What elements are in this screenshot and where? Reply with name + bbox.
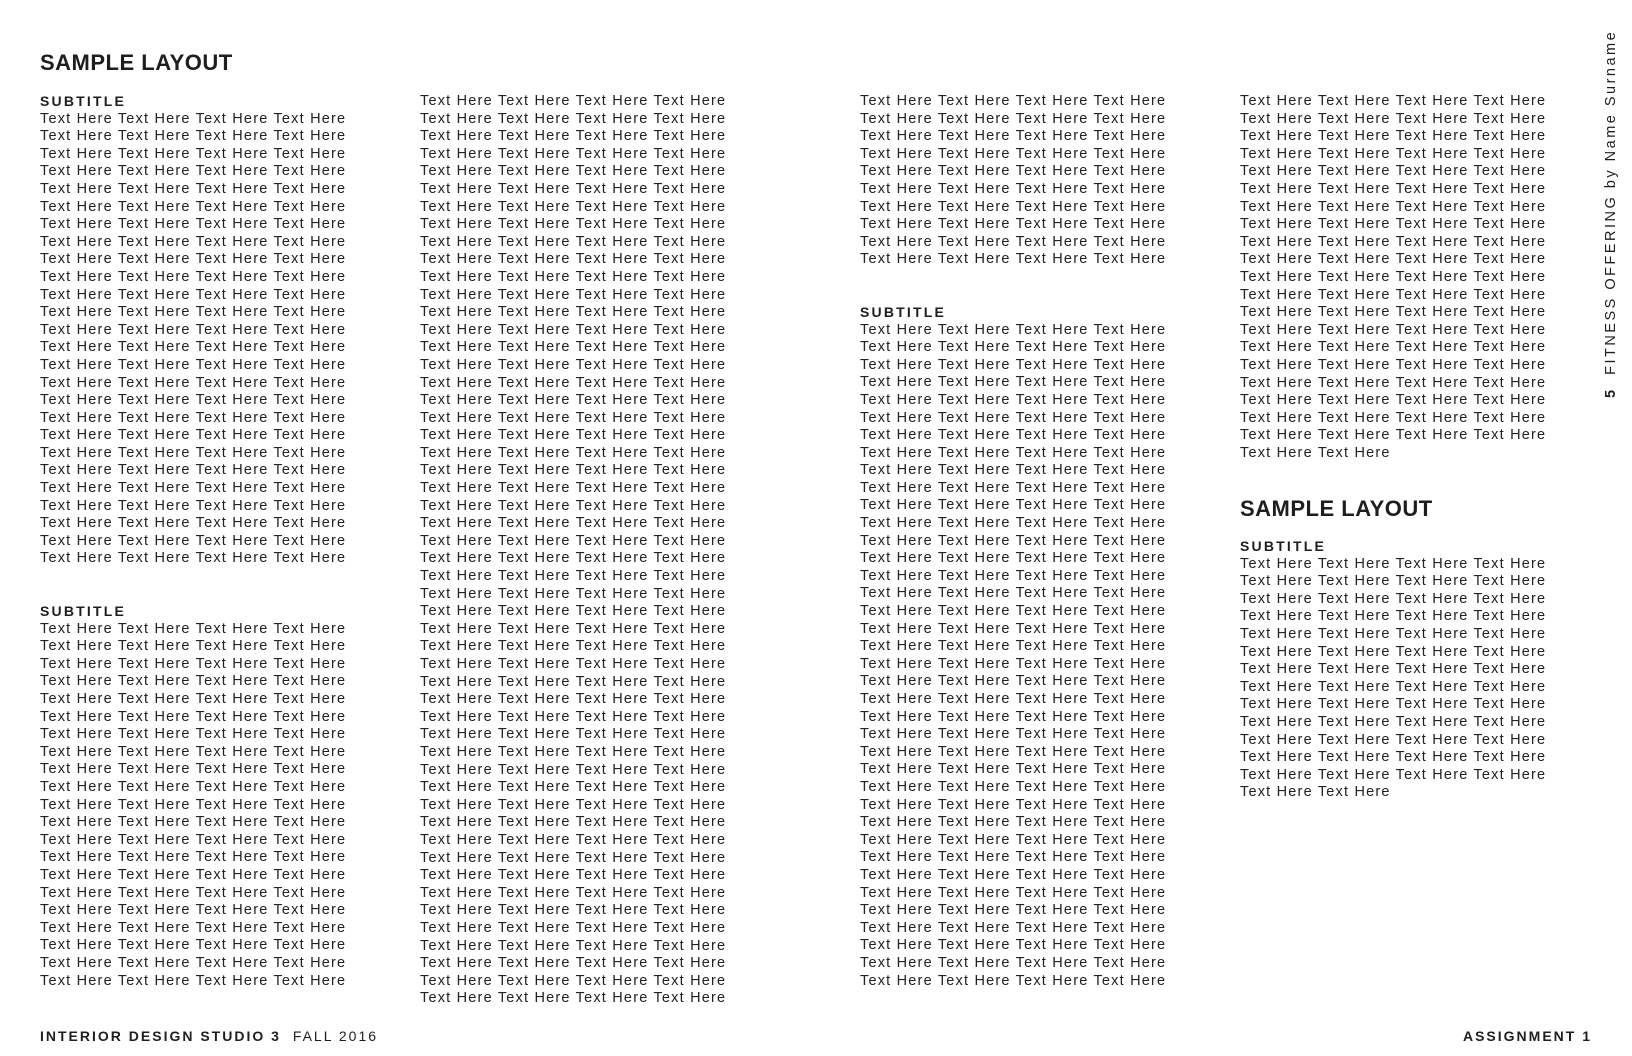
text-line: Text Here Text Here Text Here Text Here: [40, 286, 347, 303]
text-line: Text Here Text Here Text Here Text Here: [40, 761, 347, 778]
text-line: Text Here Text Here Text Here Text Here: [420, 867, 727, 884]
text-line: Text Here Text Here Text Here Text Here: [40, 902, 347, 919]
text-line: Text Here Text Here Text Here Text Here: [1240, 216, 1547, 233]
text-line: Text Here Text Here Text Here Text Here: [40, 128, 347, 145]
text-line: Text Here Text Here Text Here Text Here: [860, 743, 1167, 760]
text-line: Text Here Text Here Text Here Text Here: [420, 568, 727, 585]
text-column-2: [420, 93, 770, 1008]
text-line: Text Here Text Here Text Here Text Here: [860, 585, 1167, 602]
text-line: Text Here Text Here Text Here Text Here: [860, 110, 1167, 127]
text-line: Text Here Text Here Text Here Text Here: [420, 532, 727, 549]
text-line: Text Here Text Here Text Here Text Here: [40, 866, 347, 883]
text-line: Text Here Text Here Text Here Text Here: [860, 321, 1167, 338]
text-line: Text Here Text Here Text Here Text Here: [860, 620, 1167, 637]
text-line: Text Here Text Here Text Here Text Here: [860, 356, 1167, 373]
course-name: INTERIOR DESIGN STUDIO 3: [40, 1028, 281, 1044]
text-line: Text Here Text Here Text Here Text Here: [40, 339, 347, 356]
text-line: Text Here Text Here Text Here Text Here: [1240, 128, 1547, 145]
text-line: Text Here Text Here Text Here Text Here: [860, 954, 1167, 971]
text-line: Text Here Text Here Text Here Text Here: [40, 356, 347, 373]
text-line: Text Here Text Here Text Here Text Here: [40, 321, 347, 338]
text-line: Text Here Text Here Text Here Text Here: [40, 409, 347, 426]
text-line: Text Here Text Here Text Here Text Here: [860, 479, 1167, 496]
text-line: Text Here Text Here Text Here Text Here: [420, 937, 727, 954]
text-line: Text Here Text Here Text Here Text Here: [420, 409, 727, 426]
text-line: Text Here Text Here Text Here Text Here: [40, 814, 347, 831]
text-line: Text Here Text Here Text Here Text Here: [40, 497, 347, 514]
footer-assignment: ASSIGNMENT 1: [1462, 1028, 1592, 1044]
text-line: Text Here Text Here Text Here Text Here: [40, 216, 347, 233]
page-number: 5: [1603, 387, 1619, 398]
text-line: Text Here Text Here Text Here Text Here: [860, 339, 1167, 356]
text-line: Text Here Text Here Text Here Text Here: [420, 304, 727, 321]
text-line: Text Here Text Here Text Here Text Here: [1240, 713, 1547, 730]
text-line: Text Here Text Here Text Here Text Here: [420, 638, 727, 655]
text-line: Text Here Text Here Text Here Text Here: [40, 427, 347, 444]
text-line: Text Here Text Here Text Here Text Here: [420, 268, 727, 285]
text-line: Text Here Text Here Text Here Text Here: [40, 954, 347, 971]
text-line: Text Here Text Here Text Here Text Here: [420, 972, 727, 989]
text-line: Text Here Text Here Text Here Text Here: [1240, 608, 1547, 625]
text-line: Text Here Text Here Text Here Text Here: [860, 761, 1167, 778]
text-line: Text Here Text Here Text Here Text Here: [860, 603, 1167, 620]
text-line: Text Here Text Here Text Here Text Here: [420, 497, 727, 514]
text-line: Text Here Text Here Text Here Text Here: [40, 937, 347, 954]
text-line: Text Here Text Here Text Here Text Here: [420, 603, 727, 620]
text-line: Text Here Text Here Text Here Text Here: [40, 444, 347, 461]
course-term: FALL 2016: [292, 1028, 379, 1044]
body-text: [40, 111, 390, 568]
text-line: Text Here Text Here Text Here Text Here: [420, 691, 727, 708]
text-line: Text Here Text Here Text Here Text Here: [420, 216, 727, 233]
text-line: Text Here Text Here Text Here Text Here: [860, 163, 1167, 180]
text-line: Text Here Text Here Text Here Text Here: [420, 761, 727, 778]
section-title: SAMPLE LAYOUT: [1240, 496, 1433, 521]
footer-course: [40, 1028, 378, 1044]
text-line: Text Here Text Here Text Here Text Here: [1240, 374, 1547, 391]
text-line: Text Here Text Here Text Here Text Here: [1240, 286, 1547, 303]
text-line: Text Here Text Here Text Here Text Here: [1240, 145, 1547, 162]
text-line: Text Here Text Here Text Here Text Here: [40, 673, 347, 690]
text-line: Text Here Text Here Text Here Text Here: [1240, 180, 1547, 197]
text-line-short: Text Here Text Here: [1240, 444, 1391, 461]
text-line: Text Here Text Here Text Here Text Here: [1240, 625, 1547, 642]
text-line: Text Here Text Here Text Here Text Here: [1240, 409, 1547, 426]
text-line: Text Here Text Here Text Here Text Here: [420, 796, 727, 813]
text-line: Text Here Text Here Text Here Text Here: [860, 567, 1167, 584]
text-line: Text Here Text Here Text Here Text Here: [40, 620, 347, 637]
text-line: Text Here Text Here Text Here Text Here: [420, 831, 727, 848]
body-text: [420, 93, 770, 1008]
text-line: Text Here Text Here Text Here Text Here: [40, 392, 347, 409]
text-line: Text Here Text Here Text Here Text Here: [420, 198, 727, 215]
text-line: Text Here Text Here Text Here Text Here: [860, 532, 1167, 549]
text-line: Text Here Text Here Text Here Text Here: [1240, 661, 1547, 678]
text-line: Text Here Text Here Text Here Text Here: [1240, 233, 1547, 250]
text-line: Text Here Text Here Text Here Text Here: [40, 708, 347, 725]
text-line: Text Here Text Here Text Here Text Here: [40, 480, 347, 497]
text-line: Text Here Text Here Text Here Text Here: [1240, 304, 1547, 321]
text-line: Text Here Text Here Text Here Text Here: [860, 708, 1167, 725]
text-line: Text Here Text Here Text Here Text Here: [860, 198, 1167, 215]
text-line: Text Here Text Here Text Here Text Here: [40, 268, 347, 285]
text-line: Text Here Text Here Text Here Text Here: [1240, 163, 1547, 180]
text-column-4-lower: [1240, 538, 1590, 802]
text-line: Text Here Text Here Text Here Text Here: [860, 409, 1167, 426]
text-line: Text Here Text Here Text Here Text Here: [860, 233, 1167, 250]
text-line: Text Here Text Here Text Here Text Here: [420, 128, 727, 145]
text-line: Text Here Text Here Text Here Text Here: [420, 392, 727, 409]
body-text: [860, 93, 1210, 269]
text-line: Text Here Text Here Text Here Text Here: [860, 937, 1167, 954]
text-line: Text Here Text Here Text Here Text Here: [1240, 573, 1547, 590]
text-line: Text Here Text Here Text Here Text Here: [420, 93, 727, 109]
body-text: [1240, 556, 1590, 802]
text-line: Text Here Text Here Text Here Text Here: [420, 180, 727, 197]
text-line: Text Here Text Here Text Here Text Here: [860, 444, 1167, 461]
text-line: Text Here Text Here Text Here Text Here: [1240, 696, 1547, 713]
text-line: Text Here Text Here Text Here Text Here: [860, 638, 1167, 655]
text-line: Text Here Text Here Text Here Text Here: [40, 110, 347, 127]
text-line: Text Here Text Here Text Here Text Here: [40, 655, 347, 672]
text-line: Text Here Text Here Text Here Text Here: [860, 726, 1167, 743]
text-line: Text Here Text Here Text Here Text Here: [40, 233, 347, 250]
text-line: Text Here Text Here Text Here Text Here: [420, 656, 727, 672]
text-line: Text Here Text Here Text Here Text Here: [1240, 251, 1547, 268]
text-line: Text Here Text Here Text Here Text Here: [860, 550, 1167, 567]
text-line: Text Here Text Here Text Here Text Here: [1240, 678, 1547, 695]
text-line: Text Here Text Here Text Here Text Here: [860, 145, 1167, 162]
text-line: Text Here Text Here Text Here Text Here: [40, 304, 347, 321]
text-line: Text Here Text Here Text Here Text Here: [420, 902, 727, 919]
text-line: Text Here Text Here Text Here Text Here: [420, 110, 727, 127]
text-line: Text Here Text Here Text Here Text Here: [1240, 356, 1547, 373]
text-line: Text Here Text Here Text Here Text Here: [860, 902, 1167, 919]
text-line: Text Here Text Here Text Here Text Here: [860, 919, 1167, 936]
text-line: Text Here Text Here Text Here Text Here: [420, 321, 727, 338]
text-line: Text Here Text Here Text Here Text Here: [860, 497, 1167, 514]
text-line: Text Here Text Here Text Here Text Here: [860, 796, 1167, 813]
text-line: Text Here Text Here Text Here Text Here: [40, 972, 347, 989]
text-line: Text Here Text Here Text Here Text Here: [420, 145, 727, 162]
text-line: Text Here Text Here Text Here Text Here: [420, 515, 727, 532]
text-line: Text Here Text Here Text Here Text Here: [420, 251, 727, 268]
text-line: Text Here Text Here Text Here Text Here: [1240, 590, 1547, 607]
text-line: Text Here Text Here Text Here Text Here: [40, 919, 347, 936]
section-subtitle: SUBTITLE: [40, 93, 127, 109]
text-line: Text Here Text Here Text Here Text Here: [40, 691, 347, 707]
text-line: Text Here Text Here Text Here Text Here: [860, 866, 1167, 883]
text-line: Text Here Text Here Text Here Text Here: [1240, 198, 1547, 215]
text-line: Text Here Text Here Text Here Text Here: [40, 831, 347, 848]
text-line: Text Here Text Here Text Here Text Here: [860, 427, 1167, 444]
section-subtitle: SUBTITLE: [40, 603, 127, 620]
text-line: Text Here Text Here Text Here Text Here: [860, 93, 1167, 109]
text-line: Text Here Text Here Text Here Text Here: [420, 726, 727, 743]
text-line: Text Here Text Here Text Here Text Here: [40, 374, 347, 391]
text-line: Text Here Text Here Text Here Text Here: [1240, 110, 1547, 127]
text-line: Text Here Text Here Text Here Text Here: [40, 180, 347, 197]
body-text: [40, 621, 390, 990]
text-line: Text Here Text Here Text Here Text Here: [40, 796, 347, 813]
text-line: Text Here Text Here Text Here Text Here: [40, 550, 347, 567]
text-line: Text Here Text Here Text Here Text Here: [40, 884, 347, 901]
text-line: Text Here Text Here Text Here Text Here: [860, 814, 1167, 831]
text-line: Text Here Text Here Text Here Text Here: [420, 550, 727, 567]
text-line: Text Here Text Here Text Here Text Here: [40, 251, 347, 268]
side-title: FITNESS OFFERING by Name Surname: [1603, 29, 1619, 375]
text-line: Text Here Text Here Text Here Text Here: [40, 638, 347, 655]
text-line: Text Here Text Here Text Here Text Here: [1240, 427, 1547, 444]
text-line: Text Here Text Here Text Here Text Here: [860, 673, 1167, 690]
text-line: Text Here Text Here Text Here Text Here: [860, 884, 1167, 901]
text-line: Text Here Text Here Text Here Text Here: [420, 427, 727, 444]
text-line: Text Here Text Here Text Here Text Here: [1240, 731, 1547, 748]
text-line: Text Here Text Here Text Here Text Here: [420, 163, 727, 180]
text-line: Text Here Text Here Text Here Text Here: [860, 128, 1167, 145]
text-line: Text Here Text Here Text Here Text Here: [420, 462, 727, 479]
text-line: Text Here Text Here Text Here Text Here: [40, 163, 347, 180]
text-line: Text Here Text Here Text Here Text Here: [860, 391, 1167, 408]
text-line: Text Here Text Here Text Here Text Here: [420, 374, 727, 391]
text-line: Text Here Text Here Text Here Text Here: [420, 919, 727, 936]
text-line: Text Here Text Here Text Here Text Here: [860, 972, 1167, 989]
section-subtitle: SUBTITLE: [860, 303, 947, 320]
text-line: Text Here Text Here Text Here Text Here: [1240, 268, 1547, 285]
text-line: Text Here Text Here Text Here Text Here: [40, 145, 347, 162]
text-line: Text Here Text Here Text Here Text Here: [860, 778, 1167, 795]
text-line: Text Here Text Here Text Here Text Here: [420, 955, 727, 972]
section-subtitle: SUBTITLE: [1240, 538, 1327, 554]
text-column-4: [1240, 93, 1590, 462]
text-line: Text Here Text Here Text Here Text Here: [1240, 339, 1547, 356]
text-column-1: [40, 93, 390, 990]
text-line: Text Here Text Here Text Here Text Here: [420, 884, 727, 901]
text-line: Text Here Text Here Text Here Text Here: [860, 831, 1167, 848]
text-line: Text Here Text Here Text Here Text Here: [860, 374, 1167, 391]
text-line: Text Here Text Here Text Here Text Here: [40, 743, 347, 760]
text-line: Text Here Text Here Text Here Text Here: [860, 180, 1167, 197]
text-line: Text Here Text Here Text Here Text Here: [860, 216, 1167, 233]
text-line: Text Here Text Here Text Here Text Here: [40, 198, 347, 215]
text-line: Text Here Text Here Text Here Text Here: [420, 779, 727, 796]
text-column-3: [860, 93, 1210, 990]
text-line: Text Here Text Here Text Here Text Here: [860, 462, 1167, 479]
text-line: Text Here Text Here Text Here Text Here: [1240, 93, 1547, 109]
text-line: Text Here Text Here Text Here Text Here: [40, 726, 347, 743]
text-line: Text Here Text Here Text Here Text Here: [860, 655, 1167, 672]
text-line: Text Here Text Here Text Here Text Here: [420, 620, 727, 637]
text-line: Text Here Text Here Text Here Text Here: [1240, 766, 1547, 783]
side-label: [1602, 29, 1620, 398]
text-line: Text Here Text Here Text Here Text Here: [860, 849, 1167, 866]
body-text: [1240, 93, 1590, 462]
text-line: Text Here Text Here Text Here Text Here: [1240, 321, 1547, 338]
text-line: Text Here Text Here Text Here Text Here: [420, 339, 727, 356]
text-line: Text Here Text Here Text Here Text Here: [420, 480, 727, 497]
section-3: [860, 304, 1210, 990]
text-line: Text Here Text Here Text Here Text Here: [420, 673, 727, 690]
text-line: Text Here Text Here Text Here Text Here: [420, 708, 727, 725]
text-line: Text Here Text Here Text Here Text Here: [1240, 643, 1547, 660]
text-line: Text Here Text Here Text Here Text Here: [1240, 555, 1547, 572]
text-line: Text Here Text Here Text Here Text Here: [40, 462, 347, 479]
text-line: Text Here Text Here Text Here Text Here: [860, 251, 1167, 268]
text-line: Text Here Text Here Text Here Text Here: [420, 585, 727, 602]
text-line: Text Here Text Here Text Here Text Here: [40, 532, 347, 549]
text-line: Text Here Text Here Text Here Text Here: [40, 515, 347, 532]
body-text: [860, 322, 1210, 991]
text-line: Text Here Text Here Text Here Text Here: [420, 356, 727, 373]
text-line: Text Here Text Here Text Here Text Here: [1240, 749, 1547, 766]
section-1: [40, 93, 390, 568]
text-line: Text Here Text Here Text Here Text Here: [420, 990, 727, 1007]
text-line: Text Here Text Here Text Here Text Here: [40, 778, 347, 795]
text-line: Text Here Text Here Text Here Text Here: [420, 444, 727, 461]
text-line: Text Here Text Here Text Here Text Here: [860, 515, 1167, 532]
text-line: Text Here Text Here Text Here Text Here: [420, 286, 727, 303]
text-line: Text Here Text Here Text Here Text Here: [860, 691, 1167, 707]
text-line: Text Here Text Here Text Here Text Here: [420, 233, 727, 250]
text-line: Text Here Text Here Text Here Text Here: [420, 743, 727, 760]
text-line: Text Here Text Here Text Here Text Here: [420, 849, 727, 866]
text-line: Text Here Text Here Text Here Text Here: [420, 814, 727, 831]
text-line: Text Here Text Here Text Here Text Here: [1240, 392, 1547, 409]
section-2: [40, 603, 390, 990]
text-line: Text Here Text Here Text Here Text Here: [40, 849, 347, 866]
page-title: SAMPLE LAYOUT: [40, 50, 233, 75]
text-line-short: Text Here Text Here: [1240, 784, 1391, 801]
